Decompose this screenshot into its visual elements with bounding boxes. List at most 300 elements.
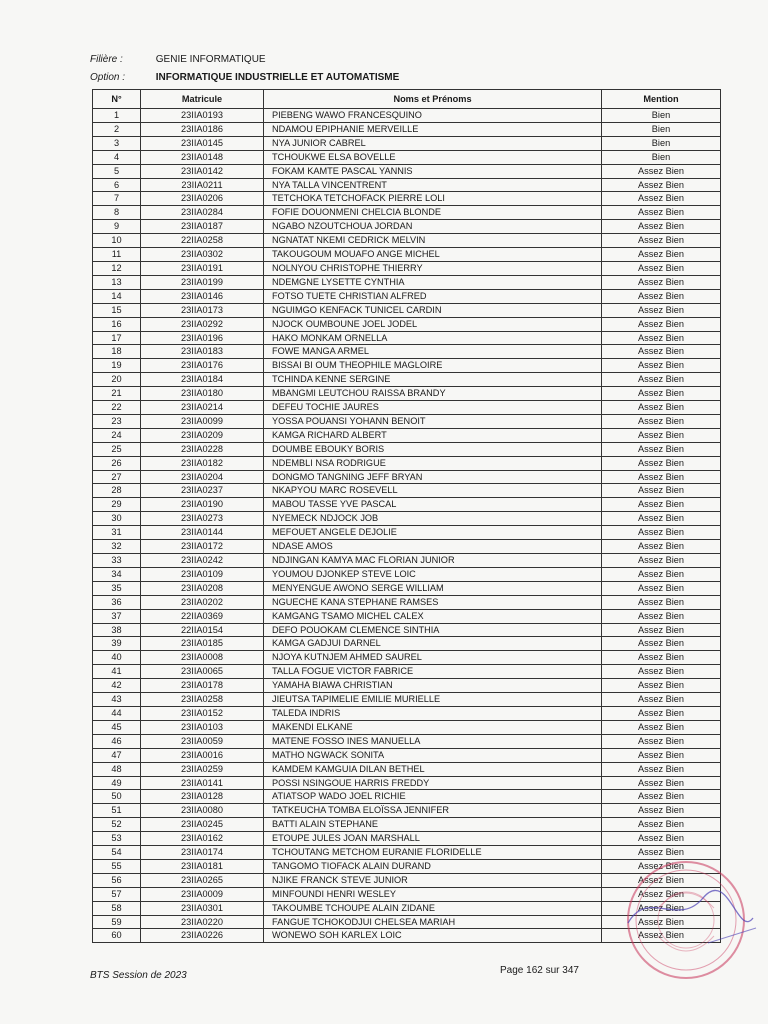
row-number: 39 xyxy=(93,637,141,651)
row-mention: Assez Bien xyxy=(602,915,721,929)
row-name: TATKEUCHA TOMBA ELOÏSSA JENNIFER xyxy=(264,804,602,818)
row-number: 55 xyxy=(93,859,141,873)
table-row xyxy=(93,248,721,262)
row-mention: Assez Bien xyxy=(602,234,721,248)
row-name: BATTI ALAIN STEPHANE xyxy=(264,818,602,832)
option-value: INFORMATIQUE INDUSTRIELLE ET AUTOMATISME xyxy=(155,72,400,83)
table-row xyxy=(93,762,721,776)
table-row xyxy=(93,303,721,317)
row-name: TCHINDA KENNE SERGINE xyxy=(264,373,602,387)
column-header-mention: Mention xyxy=(602,90,721,109)
row-matricule: 23IIA0202 xyxy=(141,595,264,609)
row-name: NOLNYOU CHRISTOPHE THIERRY xyxy=(264,261,602,275)
row-mention: Assez Bien xyxy=(602,679,721,693)
column-header-number: N° xyxy=(93,90,141,109)
row-mention: Assez Bien xyxy=(602,414,721,428)
row-mention: Assez Bien xyxy=(602,720,721,734)
row-mention: Assez Bien xyxy=(602,498,721,512)
row-name: NJIKE FRANCK STEVE JUNIOR xyxy=(264,873,602,887)
row-mention: Assez Bien xyxy=(602,289,721,303)
results-table xyxy=(92,89,721,943)
row-name: TANGOMO TIOFACK ALAIN DURAND xyxy=(264,859,602,873)
row-matricule: 23IIA0193 xyxy=(141,109,264,123)
row-mention: Assez Bien xyxy=(602,428,721,442)
row-mention: Bien xyxy=(602,122,721,136)
row-number: 21 xyxy=(93,387,141,401)
row-number: 5 xyxy=(93,164,141,178)
option-label: Option : xyxy=(90,72,126,83)
row-name: ATIATSOP WADO JOEL RICHIE xyxy=(264,790,602,804)
row-matricule: 23IIA0182 xyxy=(141,456,264,470)
row-number: 29 xyxy=(93,498,141,512)
row-name: YOUMOU DJONKEP STEVE LOIC xyxy=(264,567,602,581)
row-name: WONEWO SOH KARLEX LOIC xyxy=(264,929,602,943)
filiere-line xyxy=(90,54,266,65)
row-matricule: 23IIA0016 xyxy=(141,748,264,762)
row-number: 17 xyxy=(93,331,141,345)
row-matricule: 23IIA0242 xyxy=(141,554,264,568)
row-name: NDEMGNE LYSETTE CYNTHIA xyxy=(264,275,602,289)
table-row xyxy=(93,317,721,331)
row-mention: Assez Bien xyxy=(602,317,721,331)
row-mention: Assez Bien xyxy=(602,873,721,887)
row-matricule: 23IIA0302 xyxy=(141,248,264,262)
row-matricule: 22IIA0369 xyxy=(141,609,264,623)
row-name: DOUMBE EBOUKY BORIS xyxy=(264,442,602,456)
table-row xyxy=(93,776,721,790)
row-name: NGABO NZOUTCHOUA JORDAN xyxy=(264,220,602,234)
row-matricule: 23IIA0199 xyxy=(141,275,264,289)
table-row xyxy=(93,192,721,206)
table-row xyxy=(93,637,721,651)
row-number: 31 xyxy=(93,526,141,540)
row-name: NGNATAT NKEMI CEDRICK MELVIN xyxy=(264,234,602,248)
row-number: 58 xyxy=(93,901,141,915)
row-mention: Assez Bien xyxy=(602,220,721,234)
row-matricule: 23IIA0292 xyxy=(141,317,264,331)
table-row xyxy=(93,554,721,568)
row-mention: Assez Bien xyxy=(602,456,721,470)
row-mention: Assez Bien xyxy=(602,581,721,595)
table-row xyxy=(93,206,721,220)
table-row xyxy=(93,345,721,359)
row-mention: Assez Bien xyxy=(602,387,721,401)
table-row xyxy=(93,456,721,470)
row-mention: Assez Bien xyxy=(602,929,721,943)
table-row xyxy=(93,693,721,707)
row-matricule: 23IIA0080 xyxy=(141,804,264,818)
row-mention: Assez Bien xyxy=(602,748,721,762)
row-matricule: 23IIA0220 xyxy=(141,915,264,929)
table-row xyxy=(93,679,721,693)
row-matricule: 23IIA0128 xyxy=(141,790,264,804)
table-row xyxy=(93,818,721,832)
row-name: DEFEU TOCHIE JAURES xyxy=(264,401,602,415)
row-name: YOSSA POUANSI YOHANN BENOIT xyxy=(264,414,602,428)
row-matricule: 23IIA0065 xyxy=(141,665,264,679)
table-row xyxy=(93,373,721,387)
row-mention: Assez Bien xyxy=(602,567,721,581)
row-name: FOFIE DOUONMENI CHELCIA BLONDE xyxy=(264,206,602,220)
row-name: MINFOUNDI HENRI WESLEY xyxy=(264,887,602,901)
row-matricule: 23IIA0176 xyxy=(141,359,264,373)
table-row xyxy=(93,665,721,679)
row-matricule: 23IIA0059 xyxy=(141,734,264,748)
row-number: 54 xyxy=(93,846,141,860)
row-number: 15 xyxy=(93,303,141,317)
row-number: 32 xyxy=(93,540,141,554)
row-number: 48 xyxy=(93,762,141,776)
row-name: NYEMECK NDJOCK JOB xyxy=(264,512,602,526)
table-row xyxy=(93,136,721,150)
row-mention: Bien xyxy=(602,136,721,150)
row-matricule: 23IIA0237 xyxy=(141,484,264,498)
row-number: 9 xyxy=(93,220,141,234)
row-number: 49 xyxy=(93,776,141,790)
row-number: 24 xyxy=(93,428,141,442)
row-name: KAMGA GADJUI DARNEL xyxy=(264,637,602,651)
table-row xyxy=(93,651,721,665)
row-number: 23 xyxy=(93,414,141,428)
row-mention: Assez Bien xyxy=(602,804,721,818)
row-number: 1 xyxy=(93,109,141,123)
row-number: 44 xyxy=(93,706,141,720)
row-number: 27 xyxy=(93,470,141,484)
row-matricule: 23IIA0008 xyxy=(141,651,264,665)
row-mention: Assez Bien xyxy=(602,164,721,178)
table-row xyxy=(93,748,721,762)
row-matricule: 23IIA0204 xyxy=(141,470,264,484)
row-number: 36 xyxy=(93,595,141,609)
table-row xyxy=(93,275,721,289)
table-row xyxy=(93,623,721,637)
session-footer: BTS Session de 2023 xyxy=(90,970,187,981)
row-matricule: 23IIA0180 xyxy=(141,387,264,401)
row-name: MATHO NGWACK SONITA xyxy=(264,748,602,762)
row-matricule: 22IIA0258 xyxy=(141,234,264,248)
table-row xyxy=(93,484,721,498)
table-row xyxy=(93,150,721,164)
row-name: BISSAI BI OUM THEOPHILE MAGLOIRE xyxy=(264,359,602,373)
page-number: Page 162 sur 347 xyxy=(500,965,579,976)
row-mention: Assez Bien xyxy=(602,623,721,637)
row-number: 59 xyxy=(93,915,141,929)
row-mention: Assez Bien xyxy=(602,651,721,665)
table-row xyxy=(93,109,721,123)
table-row xyxy=(93,540,721,554)
row-mention: Assez Bien xyxy=(602,345,721,359)
row-matricule: 23IIA0142 xyxy=(141,164,264,178)
option-line xyxy=(90,72,399,83)
table-row xyxy=(93,804,721,818)
row-matricule: 23IIA0172 xyxy=(141,540,264,554)
table-row xyxy=(93,359,721,373)
table-row xyxy=(93,234,721,248)
row-number: 43 xyxy=(93,693,141,707)
table-row xyxy=(93,595,721,609)
row-matricule: 23IIA0258 xyxy=(141,693,264,707)
table-row xyxy=(93,401,721,415)
row-mention: Assez Bien xyxy=(602,540,721,554)
row-number: 26 xyxy=(93,456,141,470)
row-matricule: 23IIA0173 xyxy=(141,303,264,317)
row-name: NGUIMGO KENFACK TUNICEL CARDIN xyxy=(264,303,602,317)
row-number: 42 xyxy=(93,679,141,693)
row-name: NDASE AMOS xyxy=(264,540,602,554)
row-name: KAMGANG TSAMO MICHEL CALEX xyxy=(264,609,602,623)
row-mention: Assez Bien xyxy=(602,790,721,804)
filiere-label: Filière : xyxy=(90,54,123,65)
row-mention: Bien xyxy=(602,109,721,123)
table-row xyxy=(93,470,721,484)
row-matricule: 23IIA0099 xyxy=(141,414,264,428)
table-row xyxy=(93,790,721,804)
table-row xyxy=(93,567,721,581)
row-mention: Assez Bien xyxy=(602,526,721,540)
row-name: TAKOUGOUM MOUAFO ANGE MICHEL xyxy=(264,248,602,262)
table-row xyxy=(93,164,721,178)
row-mention: Assez Bien xyxy=(602,595,721,609)
row-name: MAKENDI ELKANE xyxy=(264,720,602,734)
row-mention: Assez Bien xyxy=(602,859,721,873)
row-matricule: 23IIA0265 xyxy=(141,873,264,887)
row-mention: Assez Bien xyxy=(602,512,721,526)
row-name: TCHOUTANG METCHOM EURANIE FLORIDELLE xyxy=(264,846,602,860)
row-name: TALEDA INDRIS xyxy=(264,706,602,720)
row-name: MENYENGUE AWONO SERGE WILLIAM xyxy=(264,581,602,595)
row-name: POSSI NSINGOUE HARRIS FREDDY xyxy=(264,776,602,790)
table-row xyxy=(93,609,721,623)
row-matricule: 23IIA0273 xyxy=(141,512,264,526)
row-mention: Assez Bien xyxy=(602,887,721,901)
row-matricule: 23IIA0190 xyxy=(141,498,264,512)
filiere-value: GENIE INFORMATIQUE xyxy=(155,54,266,65)
row-matricule: 23IIA0181 xyxy=(141,859,264,873)
column-header-matricule: Matricule xyxy=(141,90,264,109)
row-mention: Assez Bien xyxy=(602,206,721,220)
row-number: 11 xyxy=(93,248,141,262)
row-matricule: 23IIA0245 xyxy=(141,818,264,832)
table-row xyxy=(93,706,721,720)
row-matricule: 23IIA0228 xyxy=(141,442,264,456)
row-matricule: 23IIA0185 xyxy=(141,637,264,651)
row-number: 37 xyxy=(93,609,141,623)
row-number: 3 xyxy=(93,136,141,150)
row-number: 35 xyxy=(93,581,141,595)
row-matricule: 23IIA0206 xyxy=(141,192,264,206)
row-mention: Assez Bien xyxy=(602,637,721,651)
row-matricule: 23IIA0183 xyxy=(141,345,264,359)
row-name: MBANGMI LEUTCHOU RAISSA BRANDY xyxy=(264,387,602,401)
row-matricule: 23IIA0178 xyxy=(141,679,264,693)
table-row xyxy=(93,289,721,303)
row-mention: Assez Bien xyxy=(602,401,721,415)
row-name: DONGMO TANGNING JEFF BRYAN xyxy=(264,470,602,484)
row-matricule: 23IIA0196 xyxy=(141,331,264,345)
row-name: NDEMBLI NSA RODRIGUE xyxy=(264,456,602,470)
row-name: FOKAM KAMTE PASCAL YANNIS xyxy=(264,164,602,178)
row-number: 8 xyxy=(93,206,141,220)
row-mention: Assez Bien xyxy=(602,373,721,387)
row-matricule: 23IIA0208 xyxy=(141,581,264,595)
row-mention: Assez Bien xyxy=(602,248,721,262)
row-name: MATENE FOSSO INES MANUELLA xyxy=(264,734,602,748)
row-number: 30 xyxy=(93,512,141,526)
row-number: 53 xyxy=(93,832,141,846)
row-mention: Assez Bien xyxy=(602,442,721,456)
row-mention: Assez Bien xyxy=(602,693,721,707)
row-mention: Assez Bien xyxy=(602,846,721,860)
row-matricule: 23IIA0214 xyxy=(141,401,264,415)
row-matricule: 23IIA0148 xyxy=(141,150,264,164)
row-name: KAMDEM KAMGUIA DILAN BETHEL xyxy=(264,762,602,776)
row-name: PIEBENG WAWO FRANCESQUINO xyxy=(264,109,602,123)
row-number: 40 xyxy=(93,651,141,665)
table-row xyxy=(93,428,721,442)
row-matricule: 23IIA0145 xyxy=(141,136,264,150)
row-number: 51 xyxy=(93,804,141,818)
row-matricule: 23IIA0226 xyxy=(141,929,264,943)
row-matricule: 23IIA0144 xyxy=(141,526,264,540)
table-row xyxy=(93,414,721,428)
row-mention: Assez Bien xyxy=(602,832,721,846)
row-number: 50 xyxy=(93,790,141,804)
row-number: 25 xyxy=(93,442,141,456)
row-name: FANGUE TCHOKODJUI CHELSEA MARIAH xyxy=(264,915,602,929)
table-row xyxy=(93,331,721,345)
table-row xyxy=(93,581,721,595)
official-seal-stamp xyxy=(608,848,758,998)
row-name: NJOYA KUTNJEM AHMED SAUREL xyxy=(264,651,602,665)
row-matricule: 23IIA0209 xyxy=(141,428,264,442)
table-row xyxy=(93,498,721,512)
table-row xyxy=(93,178,721,192)
row-name: NYA TALLA VINCENTRENT xyxy=(264,178,602,192)
row-mention: Assez Bien xyxy=(602,706,721,720)
row-number: 18 xyxy=(93,345,141,359)
row-matricule: 23IIA0109 xyxy=(141,567,264,581)
row-number: 14 xyxy=(93,289,141,303)
row-name: MEFOUET ANGELE DEJOLIE xyxy=(264,526,602,540)
row-number: 47 xyxy=(93,748,141,762)
row-matricule: 23IIA0191 xyxy=(141,261,264,275)
row-name: TETCHOKA TETCHOFACK PIERRE LOLI xyxy=(264,192,602,206)
table-row xyxy=(93,387,721,401)
row-mention: Assez Bien xyxy=(602,554,721,568)
row-matricule: 23IIA0103 xyxy=(141,720,264,734)
table-row xyxy=(93,720,721,734)
row-name: NKAPYOU MARC ROSEVELL xyxy=(264,484,602,498)
row-name: HAKO MONKAM ORNELLA xyxy=(264,331,602,345)
row-name: FOTSO TUETE CHRISTIAN ALFRED xyxy=(264,289,602,303)
row-number: 4 xyxy=(93,150,141,164)
row-mention: Assez Bien xyxy=(602,818,721,832)
row-number: 20 xyxy=(93,373,141,387)
row-number: 46 xyxy=(93,734,141,748)
row-number: 41 xyxy=(93,665,141,679)
row-number: 34 xyxy=(93,567,141,581)
row-matricule: 23IIA0184 xyxy=(141,373,264,387)
row-matricule: 22IIA0154 xyxy=(141,623,264,637)
row-matricule: 23IIA0152 xyxy=(141,706,264,720)
row-mention: Assez Bien xyxy=(602,178,721,192)
row-number: 16 xyxy=(93,317,141,331)
row-matricule: 23IIA0141 xyxy=(141,776,264,790)
row-mention: Assez Bien xyxy=(602,734,721,748)
row-number: 57 xyxy=(93,887,141,901)
row-name: TAKOUMBE TCHOUPE ALAIN ZIDANE xyxy=(264,901,602,915)
row-name: TCHOUKWE ELSA BOVELLE xyxy=(264,150,602,164)
row-mention: Bien xyxy=(602,150,721,164)
row-matricule: 23IIA0211 xyxy=(141,178,264,192)
row-mention: Assez Bien xyxy=(602,470,721,484)
row-name: TALLA FOGUE VICTOR FABRICE xyxy=(264,665,602,679)
row-name: NJOCK OUMBOUNE JOEL JODEL xyxy=(264,317,602,331)
row-matricule: 23IIA0174 xyxy=(141,846,264,860)
row-mention: Assez Bien xyxy=(602,275,721,289)
column-header-name: Noms et Prénoms xyxy=(264,90,602,109)
row-matricule: 23IIA0009 xyxy=(141,887,264,901)
row-matricule: 23IIA0146 xyxy=(141,289,264,303)
row-number: 38 xyxy=(93,623,141,637)
row-mention: Assez Bien xyxy=(602,261,721,275)
row-name: JIEUTSA TAPIMELIE EMILIE MURIELLE xyxy=(264,693,602,707)
row-mention: Assez Bien xyxy=(602,359,721,373)
row-mention: Assez Bien xyxy=(602,776,721,790)
row-mention: Assez Bien xyxy=(602,484,721,498)
row-number: 28 xyxy=(93,484,141,498)
row-mention: Assez Bien xyxy=(602,901,721,915)
row-name: DEFO POUOKAM CLEMENCE SINTHIA xyxy=(264,623,602,637)
row-matricule: 23IIA0301 xyxy=(141,901,264,915)
row-number: 6 xyxy=(93,178,141,192)
row-name: MABOU TASSE YVE PASCAL xyxy=(264,498,602,512)
row-number: 7 xyxy=(93,192,141,206)
row-matricule: 23IIA0162 xyxy=(141,832,264,846)
row-mention: Assez Bien xyxy=(602,762,721,776)
row-number: 45 xyxy=(93,720,141,734)
row-matricule: 23IIA0187 xyxy=(141,220,264,234)
row-name: NDJINGAN KAMYA MAC FLORIAN JUNIOR xyxy=(264,554,602,568)
row-number: 2 xyxy=(93,122,141,136)
table-row xyxy=(93,261,721,275)
row-mention: Assez Bien xyxy=(602,609,721,623)
row-name: NYA JUNIOR CABREL xyxy=(264,136,602,150)
row-matricule: 23IIA0259 xyxy=(141,762,264,776)
row-name: NDAMOU EPIPHANIE MERVEILLE xyxy=(264,122,602,136)
row-name: YAMAHA BIAWA CHRISTIAN xyxy=(264,679,602,693)
table-row xyxy=(93,220,721,234)
row-mention: Assez Bien xyxy=(602,331,721,345)
row-name: FOWE MANGA ARMEL xyxy=(264,345,602,359)
row-number: 33 xyxy=(93,554,141,568)
row-mention: Assez Bien xyxy=(602,192,721,206)
row-matricule: 23IIA0186 xyxy=(141,122,264,136)
row-number: 12 xyxy=(93,261,141,275)
table-row xyxy=(93,526,721,540)
table-row xyxy=(93,122,721,136)
row-mention: Assez Bien xyxy=(602,665,721,679)
row-number: 19 xyxy=(93,359,141,373)
row-number: 56 xyxy=(93,873,141,887)
row-name: ETOUPE JULES JOAN MARSHALL xyxy=(264,832,602,846)
table-row xyxy=(93,512,721,526)
table-header-row xyxy=(93,90,721,109)
row-name: NGUECHE KANA STEPHANE RAMSES xyxy=(264,595,602,609)
row-number: 13 xyxy=(93,275,141,289)
table-row xyxy=(93,442,721,456)
row-number: 22 xyxy=(93,401,141,415)
